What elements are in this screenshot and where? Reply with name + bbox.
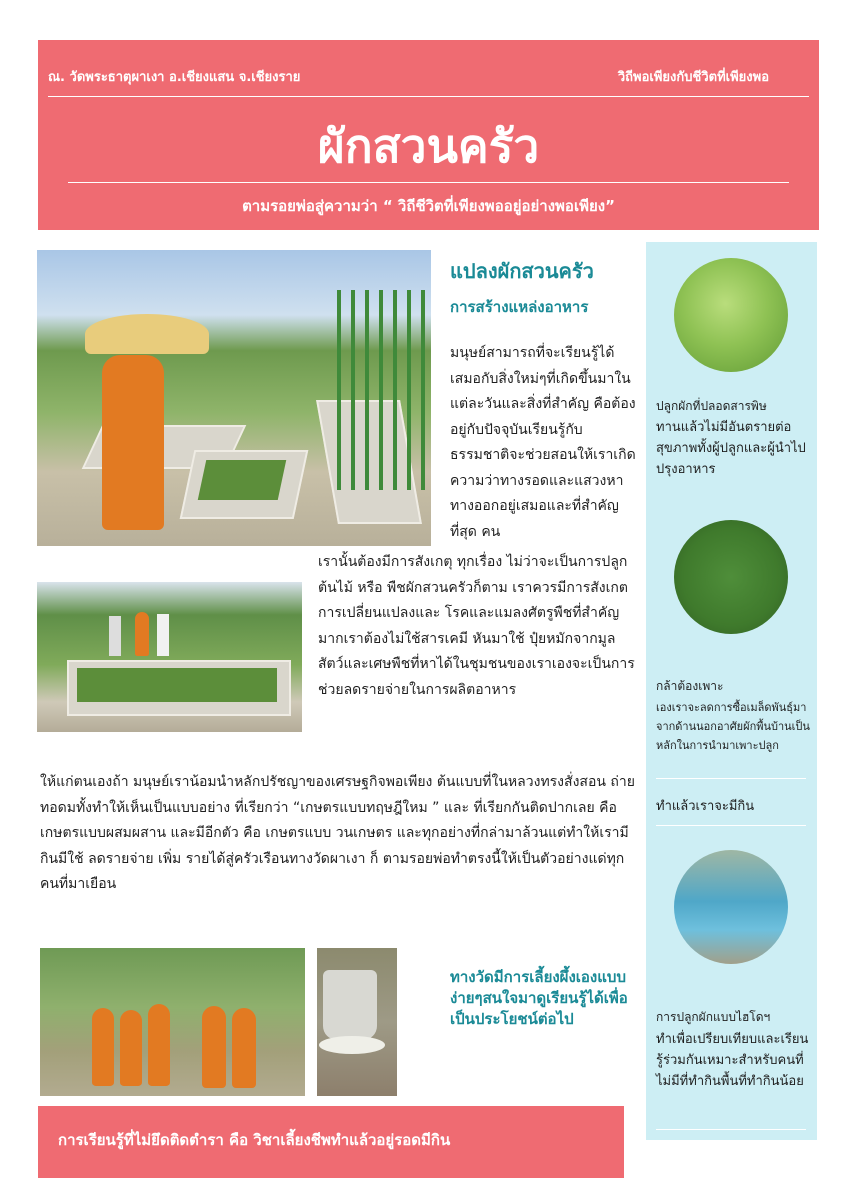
header-banner <box>38 40 819 230</box>
trellis <box>337 290 427 490</box>
footer-banner <box>38 1106 624 1178</box>
page-subtitle: ตามรอยพ่อสู่ความว่า “ วิถีชีวิตที่เพียงพออยู่อย่างพอเพียง” <box>242 197 615 215</box>
beehive-pot <box>323 970 377 1040</box>
visitor-figure <box>157 614 169 656</box>
location-text: ณ. วัดพระธาตุผาเงา อ.เชียงแสน จ.เชียงราย <box>48 70 301 85</box>
article-paragraph: มนุษย์สามารถที่จะเรียนรู้ได้เสมอกับสิ่งใหม่ๆที่เกิดขึ้นมาในแต่ละวันและสิ่งที่สำคัญ คือต้องอยู่กับปัจจุบันเรียนรู้กับธรรมชาติจะช่วยสอนให้เราเกิดความว่าทางรอดและแสวงหาทางออกอยู่เสมอและที่สำคัญที่สุด คน <box>450 345 636 540</box>
umbrella <box>85 314 209 354</box>
garden-monk-photo <box>37 250 431 546</box>
divider <box>48 96 809 97</box>
monk-figure <box>135 612 149 656</box>
sidebar-item-label: การปลูกผักแบบไฮโดฯ <box>656 1010 771 1024</box>
divider <box>656 778 806 779</box>
divider <box>68 182 789 183</box>
article-paragraph: ให้แก่ตนเองถ้า มนุษย์เราน้อมนำหลักปรัชญาของเศรษฐกิจพอเพียง ต้นแบบที่ในหลวงทรงสั่งสอน ถ่ายทอดมทั้งทำให้เห็นเป็นแบบอย่าง ที่เรียกว่า “เกษตรแบบทฤษฎีใหม ” และ ที่เรียกกันติดปากเลย คือ เกษตรแบบผสมผสาน และมีอีกตัว คือ เกษตรแบบ วนเกษตร และทุกอย่างที่กล่ามาล้วนแต่ทำให้เรามีกินมีใช้ ลดรายจ่าย เพิ่ม รายได้สู่ครัวเรือนทางวัดผาเงา ก็ ตามรอยพ่อทำตรงนี้ให้เป็นตัวอย่างแด่ทุกคนที่มาเยือน <box>40 774 635 892</box>
motto-text: วิถีพอเพียงกับชีวิตที่เพียงพอ <box>617 70 769 85</box>
monk-figure <box>120 1010 142 1086</box>
monk-figure <box>232 1008 256 1088</box>
page-title: ผักสวนครัว <box>317 119 540 173</box>
monks-group-photo <box>40 948 305 1096</box>
beekeeping-callout: ทางวัดมีการเลี้ยงผึ้งเองแบบง่ายๆสนใจมาดูเรียนรู้ได้เพื่อเป็นประโยชน์ต่อไป <box>450 968 628 1028</box>
sidebar-note: ทำแล้วเราจะมีกิน <box>656 799 755 814</box>
monk-figure <box>92 1008 114 1086</box>
sidebar-item-text: เองเราจะลดการซื้อเมล็ดพันธุ์มาจากด้านนอกอาศัยผักพื้นบ้านเป็นหลักในการนำมาเพาะปลูก <box>656 701 810 752</box>
section-heading: แปลงผักสวนครัว <box>450 259 594 283</box>
sidebar <box>646 242 817 1140</box>
footer-text: การเรียนรู้ที่ไม่ยึดติดตำรา คือ วิชาเลี้ยงชีพทำแล้วอยู่รอดมีกิน <box>58 1131 451 1149</box>
sidebar-item-label: กล้าต้องเพาะ <box>656 679 724 693</box>
garden-bed-plants <box>77 668 277 702</box>
monk-figure <box>102 355 164 530</box>
garden-bed-plants <box>198 460 287 500</box>
lettuce-photo <box>674 258 788 372</box>
divider <box>656 825 806 826</box>
monk-figure <box>148 1004 170 1086</box>
sidebar-item-text: ทำเพื่อเปรียบเทียบและเรียนรู้ร่วมกันเหมาะสำหรับคนที่ไม่มีที่ทำกินพื้นที่ทำกินน้อย <box>656 1032 809 1089</box>
hydroponics-photo <box>674 850 788 964</box>
divider <box>656 1129 806 1130</box>
monk-figure <box>202 1006 226 1088</box>
ash-ring <box>319 1036 385 1054</box>
article-paragraph: เรานั้นต้องมีการสังเกตุ ทุกเรื่อง ไม่ว่าจะเป็นการปลูก ต้นไม้ หรือ พืชผักสวนครัวก็ตาม เราควรมีการสังเกตการเปลี่ยนแปลงและ โรคและแมลงศัตรูพืชที่สำคัญ มากเราต้องไม่ใช้สารเคมี หันมาใช้ ปุ๋ยหมักจากมูลสัตว์และเศษพืชที่หาได้ในชุมชนของเราเองจะเป็นการช่วยลดรายจ่ายในการผลิตอาหาร <box>318 554 635 698</box>
sidebar-item-label: ปลูกผักที่ปลอดสารพิษ <box>656 399 767 413</box>
section-subheading: การสร้างแหล่งอาหาร <box>450 298 589 316</box>
beehive-photo <box>317 948 397 1096</box>
seedling-tray-photo <box>674 520 788 634</box>
garden-visitors-photo <box>37 582 302 732</box>
sidebar-item-text: ทานแล้วไม่มีอันตรายต่อสุขภาพทั้งผู้ปลูกและผู้นำไปปรุงอาหาร <box>656 420 806 477</box>
visitor-figure <box>109 616 121 656</box>
